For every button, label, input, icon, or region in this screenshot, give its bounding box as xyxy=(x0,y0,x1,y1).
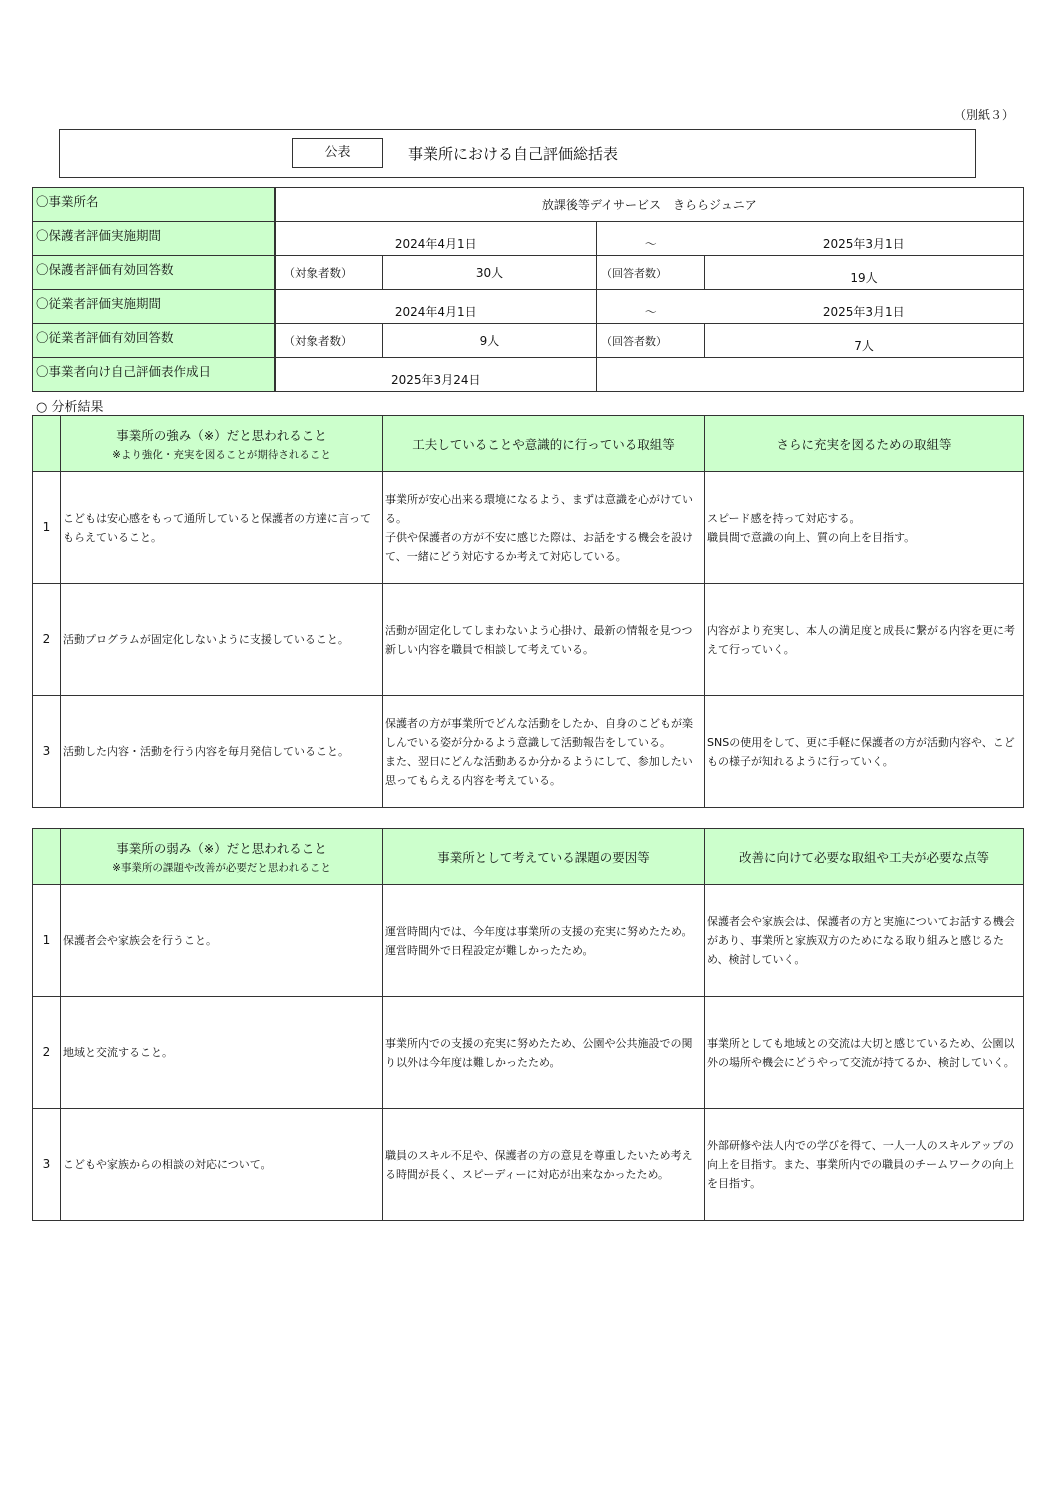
page-title: 事業所における自己評価総括表 xyxy=(408,145,619,163)
strength-effort: 事業所が安心出来る環境になるよう、まずは意識を心がけている。 子供や保護者の方が不安に感じた際は、お話をする機会を設けて、一緒にどう対応するか考えて対応している。 xyxy=(383,472,705,584)
weakness-item: こどもや家族からの相談の対応について。 xyxy=(61,1109,383,1221)
staff-target-value: 9人 xyxy=(383,324,597,358)
staff-count-label: 〇従業者評価有効回答数 xyxy=(33,324,275,358)
staff-period-sep: ～ xyxy=(597,290,705,324)
info-table xyxy=(32,187,1024,392)
public-badge: 公表 xyxy=(292,138,383,168)
weakness-action: 事業所としても地域との交流は大切と感じているため、公園以外の場所や機会にどうやって交流が持てるか、検討していく。 xyxy=(705,997,1024,1109)
guardian-count-label: 〇保護者評価有効回答数 xyxy=(33,256,275,290)
strengths-col1-header xyxy=(61,416,383,472)
strength-effort: 活動が固定化してしまわないよう心掛け、最新の情報を見つつ新しい内容を職員で相談して考えている。 xyxy=(383,584,705,696)
title-box xyxy=(59,129,976,178)
weaknesses-header xyxy=(33,829,1024,885)
weaknesses-col3-header: 改善に向けて必要な取組や工夫が必要な点等 xyxy=(705,829,1024,885)
staff-period-end: 2025年3月1日 xyxy=(705,290,1024,324)
row-number: 2 xyxy=(33,584,61,696)
weaknesses-col1-header xyxy=(61,829,383,885)
row-number: 3 xyxy=(33,1109,61,1221)
row-number: 3 xyxy=(33,696,61,808)
strength-improvement: 内容がより充実し、本人の満足度と成長に繋がる内容を更に考えて行っていく。 xyxy=(705,584,1024,696)
strength-item: こどもは安心感をもって通所していると保護者の方達に言ってもらえていること。 xyxy=(61,472,383,584)
staff-target-label: （対象者数） xyxy=(275,324,383,358)
guardian-target-value: 30人 xyxy=(383,256,597,290)
table-row xyxy=(33,1109,1024,1221)
weakness-item: 保護者会や家族会を行うこと。 xyxy=(61,885,383,997)
strength-improvement: SNSの使用をして、更に手軽に保護者の方が活動内容や、こどもの様子が知れるように行っていく。 xyxy=(705,696,1024,808)
guardian-period-sep: ～ xyxy=(597,222,705,256)
staff-answer-value: 7人 xyxy=(705,324,1024,358)
guardian-period-start: 2024年4月1日 xyxy=(275,222,597,256)
row-number: 1 xyxy=(33,885,61,997)
weakness-cause: 職員のスキル不足や、保護者の方の意見を尊重したいため考える時間が長く、スピーディーに対応が出来なかったため。 xyxy=(383,1109,705,1221)
created-date-blank xyxy=(597,358,1024,392)
guardian-target-label: （対象者数） xyxy=(275,256,383,290)
strengths-col3-header: さらに充実を図るための取組等 xyxy=(705,416,1024,472)
row-number: 1 xyxy=(33,472,61,584)
weaknesses-header-num xyxy=(33,829,61,885)
table-row xyxy=(33,997,1024,1109)
staff-period-start: 2024年4月1日 xyxy=(275,290,597,324)
guardian-period-end: 2025年3月1日 xyxy=(705,222,1024,256)
strengths-col1-title: 事業所の強み（※）だと思われること xyxy=(116,427,327,443)
weakness-action: 保護者会や家族会は、保護者の方と実施についてお話する機会があり、事業所と家族双方のためになる取り組みと感じるため、検討していく。 xyxy=(705,885,1024,997)
guardian-answer-value: 19人 xyxy=(705,256,1024,290)
strength-item: 活動した内容・活動を行う内容を毎月発信していること。 xyxy=(61,696,383,808)
strength-improvement: スピード感を持って対応する。 職員間で意識の向上、質の向上を目指す。 xyxy=(705,472,1024,584)
info-row-guardian-period xyxy=(33,222,1024,256)
table-row xyxy=(33,584,1024,696)
strengths-header xyxy=(33,416,1024,472)
weakness-item: 地域と交流すること。 xyxy=(61,997,383,1109)
analysis-section-title: ○ 分析結果 xyxy=(36,400,104,415)
attachment-note: （別紙３） xyxy=(953,108,1014,122)
row-number: 2 xyxy=(33,997,61,1109)
info-row-staff-count xyxy=(33,324,1024,358)
office-name-label: 〇事業所名 xyxy=(33,188,275,222)
created-date-value: 2025年3月24日 xyxy=(275,358,597,392)
weaknesses-col1-subtitle: ※事業所の課題や改善が必要だと思われること xyxy=(112,861,331,874)
table-row xyxy=(33,696,1024,808)
strengths-col1-subtitle: ※より強化・充実を図ることが期待されること xyxy=(112,448,331,461)
info-row-guardian-count xyxy=(33,256,1024,290)
table-row xyxy=(33,472,1024,584)
created-date-label: 〇事業者向け自己評価表作成日 xyxy=(33,358,275,392)
weakness-action: 外部研修や法人内での学びを得て、一人一人のスキルアップの向上を目指す。また、事業所内での職員のチームワークの向上を目指す。 xyxy=(705,1109,1024,1221)
guardian-answer-label: （回答者数） xyxy=(597,256,705,290)
staff-period-label: 〇従業者評価実施期間 xyxy=(33,290,275,324)
weaknesses-col1-title: 事業所の弱み（※）だと思われること xyxy=(116,840,327,856)
guardian-period-label: 〇保護者評価実施期間 xyxy=(33,222,275,256)
table-row xyxy=(33,885,1024,997)
weaknesses-table xyxy=(32,828,1024,1221)
strengths-header-num xyxy=(33,416,61,472)
weaknesses-col2-header: 事業所として考えている課題の要因等 xyxy=(383,829,705,885)
info-row-staff-period xyxy=(33,290,1024,324)
strengths-col2-header: 工夫していることや意識的に行っている取組等 xyxy=(383,416,705,472)
strength-item: 活動プログラムが固定化しないように支援していること。 xyxy=(61,584,383,696)
info-row-office xyxy=(33,188,1024,222)
weakness-cause: 事業所内での支援の充実に努めたため、公園や公共施設での関り以外は今年度は難しかったため。 xyxy=(383,997,705,1109)
weakness-cause: 運営時間内では、今年度は事業所の支援の充実に努めたため。 運営時間外で日程設定が難しかったため。 xyxy=(383,885,705,997)
strength-effort: 保護者の方が事業所でどんな活動をしたか、自身のこどもが楽しんでいる姿が分かるよう意識して活動報告をしている。 また、翌日にどんな活動あるか分かるようにして、参加したい思ってもらえる内容を考えている。 xyxy=(383,696,705,808)
info-row-created xyxy=(33,358,1024,392)
office-name-value: 放課後等デイサービス きららジュニア xyxy=(275,188,1024,222)
strengths-table xyxy=(32,415,1024,808)
staff-answer-label: （回答者数） xyxy=(597,324,705,358)
